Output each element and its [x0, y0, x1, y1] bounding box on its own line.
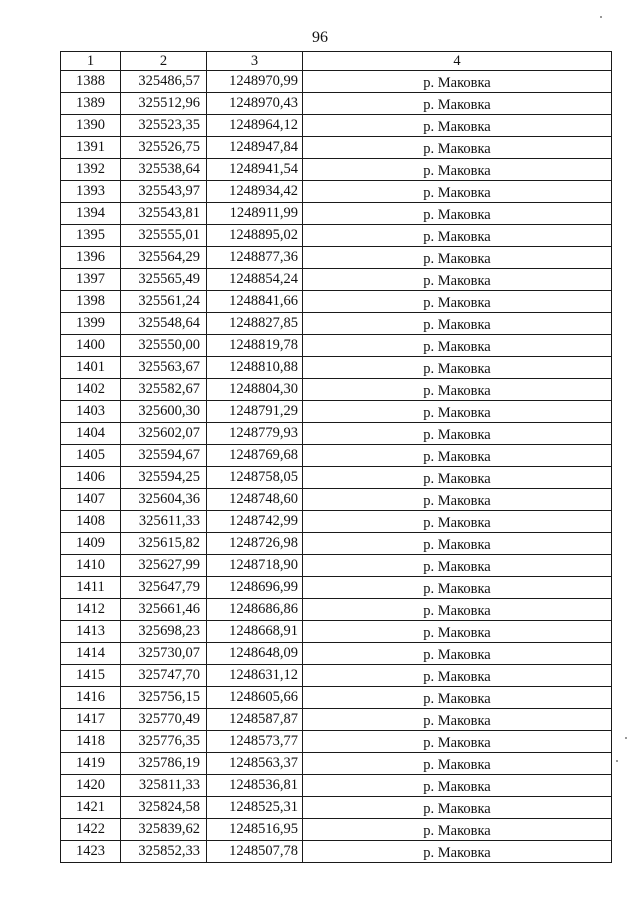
description-cell: р. Маковка [303, 71, 612, 93]
y-coordinate-cell: 1248827,85 [207, 313, 303, 335]
y-coordinate-cell: 1248779,93 [207, 423, 303, 445]
table-row [61, 467, 612, 489]
table-row [61, 225, 612, 247]
y-coordinate-cell: 1248791,29 [207, 401, 303, 423]
y-coordinate-cell: 1248964,12 [207, 115, 303, 137]
table-row [61, 819, 612, 841]
x-coordinate-cell: 325627,99 [121, 555, 207, 577]
y-coordinate-cell: 1248536,81 [207, 775, 303, 797]
description-cell: р. Маковка [303, 159, 612, 181]
x-coordinate-cell: 325486,57 [121, 71, 207, 93]
x-coordinate-cell: 325615,82 [121, 533, 207, 555]
x-coordinate-cell: 325604,36 [121, 489, 207, 511]
point-number-cell: 1423 [61, 841, 121, 863]
x-coordinate-cell: 325565,49 [121, 269, 207, 291]
table-row [61, 247, 612, 269]
table-row [61, 137, 612, 159]
description-cell: р. Маковка [303, 137, 612, 159]
x-coordinate-cell: 325602,07 [121, 423, 207, 445]
y-coordinate-cell: 1248516,95 [207, 819, 303, 841]
table-row [61, 797, 612, 819]
description-cell: р. Маковка [303, 203, 612, 225]
description-cell: р. Маковка [303, 709, 612, 731]
x-coordinate-cell: 325582,67 [121, 379, 207, 401]
x-coordinate-cell: 325543,81 [121, 203, 207, 225]
description-cell: р. Маковка [303, 269, 612, 291]
table-row [61, 533, 612, 555]
point-number-cell: 1388 [61, 71, 121, 93]
scan-speck [625, 737, 627, 739]
y-coordinate-cell: 1248718,90 [207, 555, 303, 577]
point-number-cell: 1394 [61, 203, 121, 225]
x-coordinate-cell: 325756,15 [121, 687, 207, 709]
description-cell: р. Маковка [303, 533, 612, 555]
y-coordinate-cell: 1248758,05 [207, 467, 303, 489]
table-row [61, 181, 612, 203]
y-coordinate-cell: 1248648,09 [207, 643, 303, 665]
description-cell: р. Маковка [303, 313, 612, 335]
table-row [61, 357, 612, 379]
point-number-cell: 1412 [61, 599, 121, 621]
point-number-cell: 1416 [61, 687, 121, 709]
description-cell: р. Маковка [303, 819, 612, 841]
description-cell: р. Маковка [303, 599, 612, 621]
header-col-2: 2 [121, 52, 207, 71]
table-row [61, 775, 612, 797]
scan-speck [616, 760, 618, 762]
x-coordinate-cell: 325852,33 [121, 841, 207, 863]
point-number-cell: 1421 [61, 797, 121, 819]
table-row [61, 577, 612, 599]
table-row [61, 599, 612, 621]
x-coordinate-cell: 325512,96 [121, 93, 207, 115]
y-coordinate-cell: 1248769,68 [207, 445, 303, 467]
point-number-cell: 1401 [61, 357, 121, 379]
point-number-cell: 1393 [61, 181, 121, 203]
description-cell: р. Маковка [303, 445, 612, 467]
coordinates-table [60, 51, 612, 863]
point-number-cell: 1417 [61, 709, 121, 731]
point-number-cell: 1418 [61, 731, 121, 753]
y-coordinate-cell: 1248563,37 [207, 753, 303, 775]
point-number-cell: 1402 [61, 379, 121, 401]
table-row [61, 511, 612, 533]
description-cell: р. Маковка [303, 731, 612, 753]
table-body [61, 71, 612, 863]
x-coordinate-cell: 325698,23 [121, 621, 207, 643]
point-number-cell: 1415 [61, 665, 121, 687]
description-cell: р. Маковка [303, 181, 612, 203]
y-coordinate-cell: 1248668,91 [207, 621, 303, 643]
point-number-cell: 1409 [61, 533, 121, 555]
table-row [61, 643, 612, 665]
y-coordinate-cell: 1248970,99 [207, 71, 303, 93]
point-number-cell: 1396 [61, 247, 121, 269]
description-cell: р. Маковка [303, 379, 612, 401]
point-number-cell: 1413 [61, 621, 121, 643]
point-number-cell: 1407 [61, 489, 121, 511]
y-coordinate-cell: 1248605,66 [207, 687, 303, 709]
table-row [61, 731, 612, 753]
description-cell: р. Маковка [303, 665, 612, 687]
description-cell: р. Маковка [303, 115, 612, 137]
description-cell: р. Маковка [303, 797, 612, 819]
x-coordinate-cell: 325600,30 [121, 401, 207, 423]
x-coordinate-cell: 325611,33 [121, 511, 207, 533]
description-cell: р. Маковка [303, 577, 612, 599]
table-row [61, 159, 612, 181]
y-coordinate-cell: 1248748,60 [207, 489, 303, 511]
x-coordinate-cell: 325563,67 [121, 357, 207, 379]
x-coordinate-cell: 325747,70 [121, 665, 207, 687]
y-coordinate-cell: 1248804,30 [207, 379, 303, 401]
description-cell: р. Маковка [303, 753, 612, 775]
y-coordinate-cell: 1248726,98 [207, 533, 303, 555]
description-cell: р. Маковка [303, 401, 612, 423]
description-cell: р. Маковка [303, 335, 612, 357]
y-coordinate-cell: 1248631,12 [207, 665, 303, 687]
x-coordinate-cell: 325526,75 [121, 137, 207, 159]
x-coordinate-cell: 325811,33 [121, 775, 207, 797]
y-coordinate-cell: 1248934,42 [207, 181, 303, 203]
table-row [61, 313, 612, 335]
table-row [61, 115, 612, 137]
point-number-cell: 1411 [61, 577, 121, 599]
y-coordinate-cell: 1248947,84 [207, 137, 303, 159]
table-row [61, 489, 612, 511]
point-number-cell: 1422 [61, 819, 121, 841]
x-coordinate-cell: 325564,29 [121, 247, 207, 269]
y-coordinate-cell: 1248895,02 [207, 225, 303, 247]
table-row [61, 203, 612, 225]
point-number-cell: 1400 [61, 335, 121, 357]
y-coordinate-cell: 1248819,78 [207, 335, 303, 357]
description-cell: р. Маковка [303, 841, 612, 863]
x-coordinate-cell: 325661,46 [121, 599, 207, 621]
table-row [61, 621, 612, 643]
description-cell: р. Маковка [303, 489, 612, 511]
description-cell: р. Маковка [303, 247, 612, 269]
description-cell: р. Маковка [303, 643, 612, 665]
header-col-1: 1 [61, 52, 121, 71]
table-row [61, 841, 612, 863]
y-coordinate-cell: 1248877,36 [207, 247, 303, 269]
point-number-cell: 1408 [61, 511, 121, 533]
description-cell: р. Маковка [303, 93, 612, 115]
y-coordinate-cell: 1248810,88 [207, 357, 303, 379]
y-coordinate-cell: 1248911,99 [207, 203, 303, 225]
table-row [61, 291, 612, 313]
x-coordinate-cell: 325594,67 [121, 445, 207, 467]
y-coordinate-cell: 1248573,77 [207, 731, 303, 753]
point-number-cell: 1410 [61, 555, 121, 577]
table-row [61, 71, 612, 93]
page-number: 96 [312, 29, 328, 46]
y-coordinate-cell: 1248841,66 [207, 291, 303, 313]
y-coordinate-cell: 1248742,99 [207, 511, 303, 533]
x-coordinate-cell: 325561,24 [121, 291, 207, 313]
y-coordinate-cell: 1248507,78 [207, 841, 303, 863]
table-row [61, 379, 612, 401]
x-coordinate-cell: 325594,25 [121, 467, 207, 489]
table-row [61, 401, 612, 423]
point-number-cell: 1398 [61, 291, 121, 313]
header-col-3: 3 [207, 52, 303, 71]
table-row [61, 335, 612, 357]
table-row [61, 753, 612, 775]
point-number-cell: 1399 [61, 313, 121, 335]
x-coordinate-cell: 325770,49 [121, 709, 207, 731]
x-coordinate-cell: 325786,19 [121, 753, 207, 775]
y-coordinate-cell: 1248525,31 [207, 797, 303, 819]
point-number-cell: 1395 [61, 225, 121, 247]
x-coordinate-cell: 325839,62 [121, 819, 207, 841]
x-coordinate-cell: 325543,97 [121, 181, 207, 203]
description-cell: р. Маковка [303, 687, 612, 709]
x-coordinate-cell: 325647,79 [121, 577, 207, 599]
table-row [61, 687, 612, 709]
y-coordinate-cell: 1248686,86 [207, 599, 303, 621]
scan-speck [600, 16, 602, 18]
header-col-4: 4 [303, 52, 612, 71]
point-number-cell: 1419 [61, 753, 121, 775]
description-cell: р. Маковка [303, 357, 612, 379]
point-number-cell: 1392 [61, 159, 121, 181]
point-number-cell: 1414 [61, 643, 121, 665]
point-number-cell: 1391 [61, 137, 121, 159]
x-coordinate-cell: 325824,58 [121, 797, 207, 819]
description-cell: р. Маковка [303, 621, 612, 643]
y-coordinate-cell: 1248941,54 [207, 159, 303, 181]
x-coordinate-cell: 325550,00 [121, 335, 207, 357]
description-cell: р. Маковка [303, 511, 612, 533]
point-number-cell: 1397 [61, 269, 121, 291]
x-coordinate-cell: 325555,01 [121, 225, 207, 247]
y-coordinate-cell: 1248970,43 [207, 93, 303, 115]
table-row [61, 555, 612, 577]
table-row [61, 665, 612, 687]
description-cell: р. Маковка [303, 775, 612, 797]
x-coordinate-cell: 325548,64 [121, 313, 207, 335]
table-header [61, 52, 612, 71]
y-coordinate-cell: 1248587,87 [207, 709, 303, 731]
table-row [61, 269, 612, 291]
description-cell: р. Маковка [303, 555, 612, 577]
description-cell: р. Маковка [303, 225, 612, 247]
x-coordinate-cell: 325538,64 [121, 159, 207, 181]
point-number-cell: 1390 [61, 115, 121, 137]
description-cell: р. Маковка [303, 291, 612, 313]
point-number-cell: 1406 [61, 467, 121, 489]
description-cell: р. Маковка [303, 467, 612, 489]
point-number-cell: 1403 [61, 401, 121, 423]
header-row [61, 52, 612, 71]
table-row [61, 709, 612, 731]
x-coordinate-cell: 325730,07 [121, 643, 207, 665]
table-row [61, 423, 612, 445]
point-number-cell: 1389 [61, 93, 121, 115]
x-coordinate-cell: 325523,35 [121, 115, 207, 137]
point-number-cell: 1420 [61, 775, 121, 797]
point-number-cell: 1405 [61, 445, 121, 467]
table-row [61, 93, 612, 115]
description-cell: р. Маковка [303, 423, 612, 445]
point-number-cell: 1404 [61, 423, 121, 445]
y-coordinate-cell: 1248854,24 [207, 269, 303, 291]
table-row [61, 445, 612, 467]
y-coordinate-cell: 1248696,99 [207, 577, 303, 599]
x-coordinate-cell: 325776,35 [121, 731, 207, 753]
